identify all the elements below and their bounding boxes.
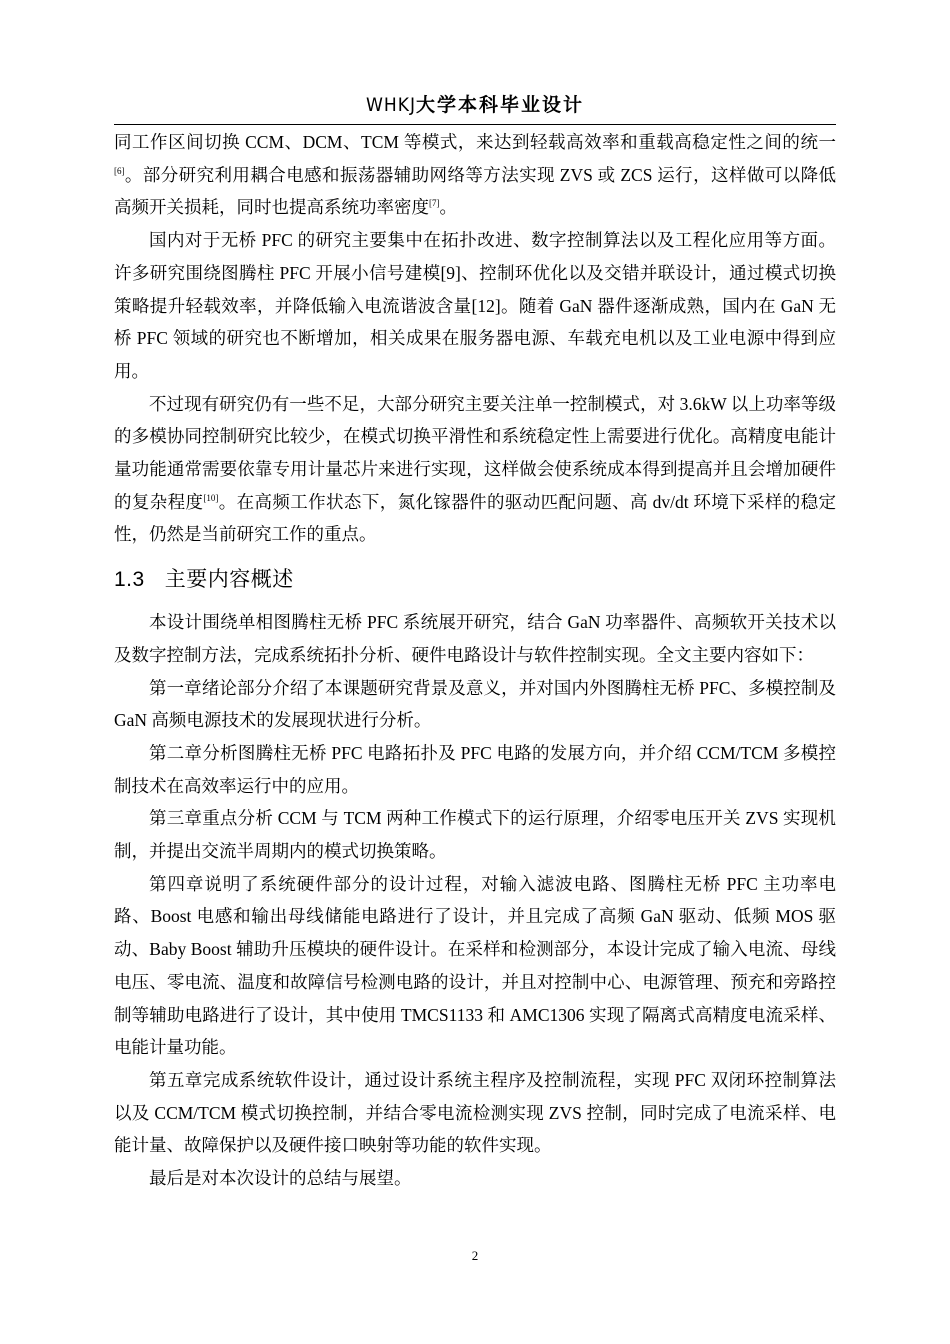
header-brand: WHKJ [365, 94, 416, 116]
page-number: 2 [471, 1248, 479, 1263]
paragraph: 第三章重点分析 CCM 与 TCM 两种工作模式下的运行原理，介绍零电压开关 ZVS 实现机制，并提出交流半周期内的模式切换策略。 [114, 808, 836, 862]
paragraph: 最后是对本次设计的总结与展望。 [149, 1168, 412, 1189]
paragraph-text: 不过现有研究仍有一些不足，大部分研究主要关注单一控制模式，对 3.6kW 以上功率等级的多模协同控制研究比较少，在模式切换平滑性和系统稳定性上需要进行优化。高精度电能计量功能通常需要依靠专用计量芯片来进行实现，这样做会使系统成本得到提高并且会增加硬件的复杂程度 [114, 393, 836, 512]
section-heading [114, 559, 836, 600]
paragraph: 第五章完成系统软件设计，通过设计系统主程序及控制流程，实现 PFC 双闭环控制算法以及 CCM/TCM 模式切换控制，并结合零电流检测实现 ZVS 控制，同时完成了电流采样、电能计量、故障保护以及硬件接口映射等功能的软件实现。 [114, 1069, 836, 1156]
paragraph: 第二章分析图腾柱无桥 PFC 电路拓扑及 PFC 电路的发展方向，并介绍 CCM/TCM 多模控制技术在高效率运行中的应用。 [114, 742, 836, 796]
paragraph-text: 。 [439, 197, 457, 218]
section-title: 主要内容概述 [164, 567, 294, 592]
citation: [7] [429, 198, 440, 209]
citation: [10] [203, 492, 219, 503]
paragraph: 第四章说明了系统硬件部分的设计过程，对输入滤波电路、图腾柱无桥 PFC 主功率电路、Boost 电感和输出母线储能电路进行了设计，并且完成了高频 GaN 驱动、低频 MOS 驱动、Baby Boost 辅助升压模块的硬件设计。在采样和检测部分，本设计完成了输入电流、母线电压、零电流、温度和故障信号检测电路的设计，并且对控制中心、电源管理、预充和旁路控制等辅助电路进行了设计，其中使用 TMCS1133 和 AMC1306 实现了隔离式高精度电流采样、电能计量功能。 [114, 873, 836, 1058]
page-body [114, 126, 836, 1195]
section-number: 1.3 [114, 568, 145, 592]
citation: [6] [114, 165, 125, 176]
paragraph-text: 同工作区间切换 CCM、DCM、TCM 等模式，来达到轻载高效率和重载高稳定性之间的统一 [114, 132, 836, 152]
page-header [114, 92, 836, 119]
header-divider [114, 124, 836, 125]
paragraph [114, 126, 836, 224]
paragraph-text: 。部分研究利用耦合电感和振荡器辅助网络等方法实现 ZVS 或 ZCS 运行，这样做可以降低高频开关损耗，同时也提高系统功率密度 [114, 164, 836, 218]
header-title: 大学本科毕业设计 [416, 94, 585, 116]
paragraph: 本设计围绕单相图腾柱无桥 PFC 系统展开研究，结合 GaN 功率器件、高频软开关技术以及数字控制方法，完成系统拓扑分析、硬件电路设计与软件控制实现。全文主要内容如下： [114, 612, 836, 665]
paragraph [114, 388, 836, 552]
paragraph-text: 。在高频工作状态下，氮化镓器件的驱动匹配问题、高 dv/dt 环境下采样的稳定性，仍然是当前研究工作的重点。 [114, 491, 837, 545]
paragraph: 第一章绪论部分介绍了本课题研究背景及意义，并对国内外图腾柱无桥 PFC、多模控制及 GaN 高频电源技术的发展现状进行分析。 [114, 677, 836, 731]
paragraph: 国内对于无桥 PFC 的研究主要集中在拓扑改进、数字控制算法以及工程化应用等方面。许多研究围绕图腾柱 PFC 开展小信号建模[9]、控制环优化以及交错并联设计，通过模式切换策略提升轻载效率，并降低输入电流谐波含量[12]。随着 GaN 器件逐渐成熟，国内在 GaN 无桥 PFC 领域的研究也不断增加，相关成果在服务器电源、车载充电机以及工业电源中得到应用。 [114, 230, 836, 381]
